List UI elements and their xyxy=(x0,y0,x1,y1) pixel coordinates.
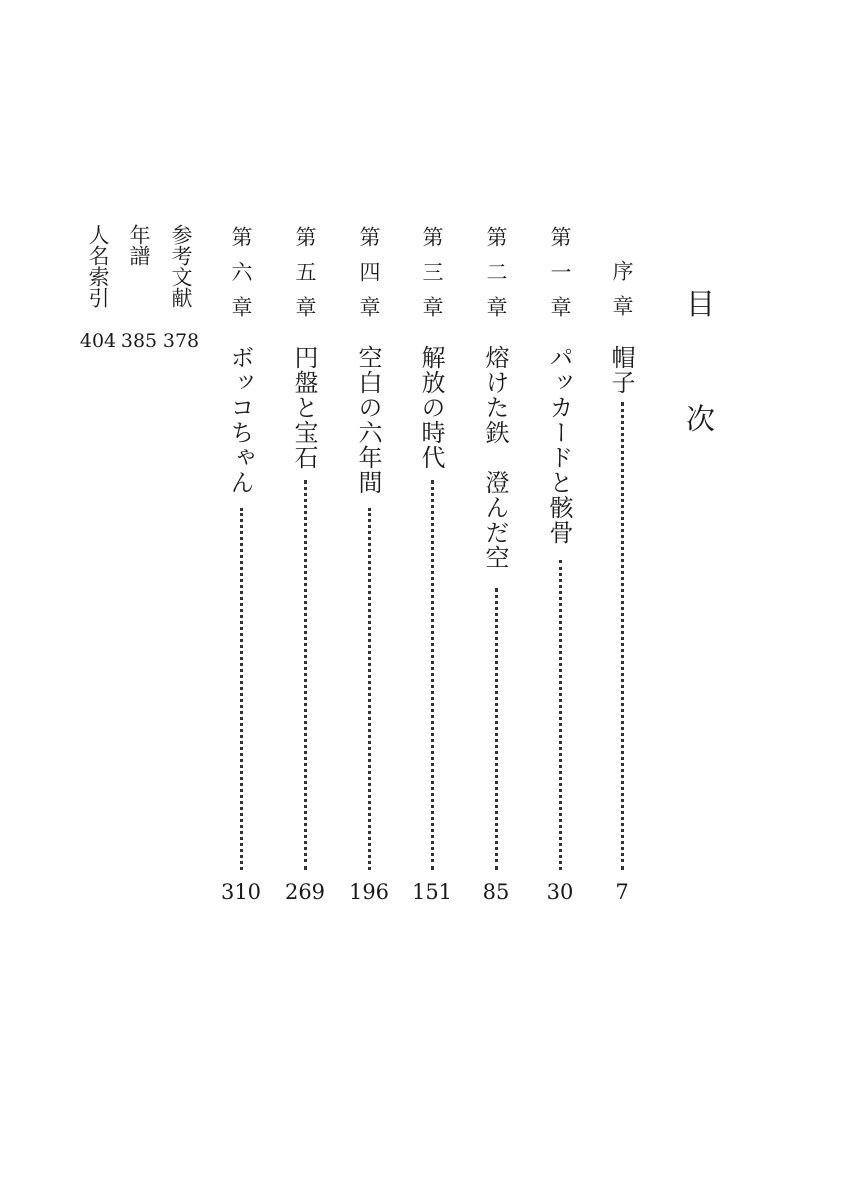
chapter-title: 熔けた鉄 澄んだ空 xyxy=(481,345,509,570)
dot-leader xyxy=(304,480,307,870)
page-number: 30 xyxy=(546,880,574,904)
chapter-label: 第一章 xyxy=(548,226,572,331)
chapter-label: 第二章 xyxy=(484,226,508,331)
page-number: 7 xyxy=(615,880,629,904)
dot-leader xyxy=(431,480,434,870)
page-number: 269 xyxy=(284,880,326,904)
page-number: 85 xyxy=(482,880,510,904)
page-number: 310 xyxy=(220,880,262,904)
chapter-label: 序章 xyxy=(610,260,634,330)
page-number: 196 xyxy=(348,880,390,904)
page-number: 385 xyxy=(120,330,158,352)
dot-leader xyxy=(559,560,562,870)
back-matter-label: 人名索引 xyxy=(86,224,110,308)
chapter-title: 解放の時代 xyxy=(417,345,445,470)
dot-leader xyxy=(621,402,624,870)
page-number: 404 xyxy=(79,330,117,352)
dot-leader xyxy=(495,588,498,870)
chapter-label: 第三章 xyxy=(420,226,444,331)
page-number: 378 xyxy=(162,330,200,352)
dot-leader xyxy=(240,508,243,870)
chapter-label: 第四章 xyxy=(357,226,381,331)
chapter-title: ボッコちゃん xyxy=(226,345,254,495)
chapter-title: 帽子 xyxy=(607,345,635,395)
chapter-title: パッカードと骸骨 xyxy=(545,345,573,545)
toc-heading-char-2: 次 xyxy=(686,402,716,436)
toc-heading-char-1: 目 xyxy=(686,287,716,321)
back-matter-label: 参考文献 xyxy=(169,224,193,308)
chapter-label: 第五章 xyxy=(293,226,317,331)
page-number: 151 xyxy=(411,880,453,904)
back-matter-label: 年譜 xyxy=(127,224,151,266)
chapter-title: 空白の六年間 xyxy=(354,345,382,495)
dot-leader xyxy=(368,508,371,870)
chapter-title: 円盤と宝石 xyxy=(290,345,318,470)
chapter-label: 第六章 xyxy=(229,226,253,331)
